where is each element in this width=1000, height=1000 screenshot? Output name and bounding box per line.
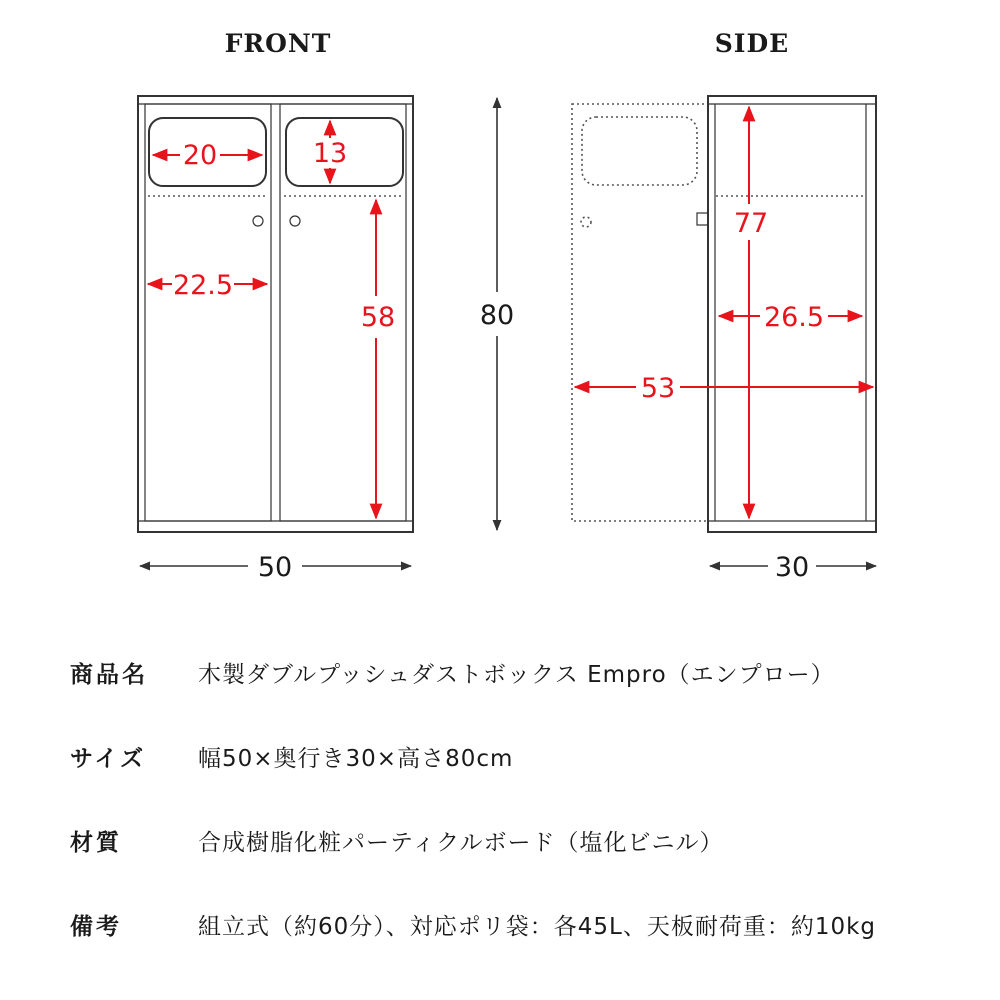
spec-label: 材質 [70,830,122,856]
spec-value: 幅50×奥行き30×高さ80cm [198,746,514,772]
open-lid-outline [582,117,697,185]
spec-label: 商品名 [70,662,148,688]
spec-row-size [70,724,970,808]
spec-value: 組立式（約60分）、対応ポリ袋：各45L、天板耐荷重：約10kg [198,914,877,940]
left-door-push-button [253,216,263,226]
dim-inner-height: 77 [733,208,769,239]
dim-window-height: 13 [312,138,348,169]
spec-row-notes [70,892,970,976]
dim-inner-depth: 26.5 [763,302,825,333]
spec-value: 合成樹脂化粧パーティクルボード（塩化ビニル） [198,830,724,856]
front-view [138,96,413,532]
dim-total-width: 50 [257,552,293,583]
spec-value: 木製ダブルプッシュダストボックス Empro（エンプロー） [198,662,835,688]
open-door-outline [572,104,708,521]
dim-door-height: 58 [360,302,396,333]
dim-total-height: 80 [479,300,515,331]
spec-label: サイズ [70,746,147,772]
dim-open-depth: 53 [640,373,676,404]
door-hinge [697,213,708,225]
open-door-button [581,217,591,227]
spec-row-product-name [70,640,970,724]
front-view-title: FRONT [224,29,332,58]
dim-total-depth: 30 [774,552,810,583]
spec-label: 備考 [70,914,122,940]
side-view-title: SIDE [714,29,790,58]
right-door-push-button [290,216,300,226]
spec-table [70,640,970,976]
spec-row-material [70,808,970,892]
dim-door-width: 22.5 [172,270,234,301]
dim-window-width: 20 [182,140,218,171]
side-view [572,96,876,532]
